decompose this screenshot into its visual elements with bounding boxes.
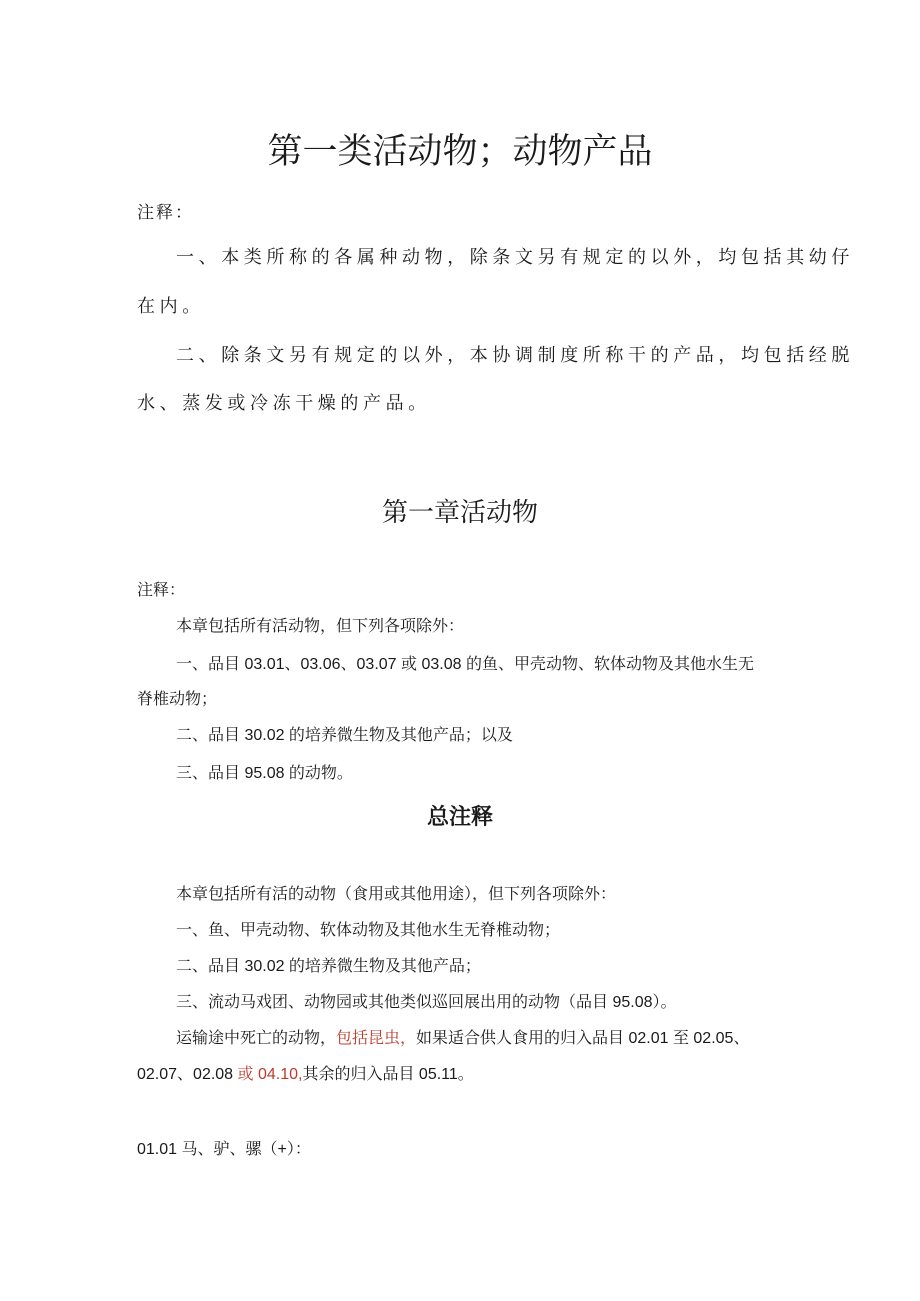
class-note-1-line-2: 在内。 (137, 296, 205, 317)
transport-note-line-2 (137, 1061, 474, 1084)
general-notes-title: 总注释 (426, 804, 493, 830)
class-title: 第一类活动物；动物产品 (267, 132, 653, 172)
transport-note-line-1 (176, 1025, 749, 1048)
transport-text-a: 运输途中死亡的动物， (176, 1030, 337, 1047)
chapter-note-2: 二、品目 30.02 的培养微生物及其他产品；以及 (176, 727, 513, 744)
general-note-3: 三、流动马戏团、动物园或其他类似巡回展出用的动物（品目 95.08）。 (176, 994, 677, 1011)
transport-highlight-insects: 包括昆虫， (336, 1030, 417, 1047)
class-notes-label: 注释： (137, 203, 194, 223)
chapter-notes-intro: 本章包括所有活动物，但下列各项除外： (176, 618, 465, 635)
heading-0101: 01.01 马、驴、骡（+）： (137, 1141, 311, 1158)
chapter-notes-label: 注释： (137, 582, 186, 599)
general-note-1: 一、鱼、甲壳动物、软体动物及其他水生无脊椎动物； (176, 922, 561, 939)
general-note-2: 二、品目 30.02 的培养微生物及其他产品； (176, 958, 481, 975)
chapter-title: 第一章活动物 (381, 498, 538, 528)
class-note-2-line-2: 水、蒸发或冷冻干燥的产品。 (137, 393, 431, 414)
transport2-text-a: 02.07、02.08 (137, 1066, 238, 1083)
chapter-note-1-line-1: 一、品目 03.01、03.06、03.07 或 03.08 的鱼、甲壳动物、软体动物及其他水生无 (176, 656, 754, 673)
class-note-2-line-1: 二、除条文另有规定的以外，本协调制度所称干的产品，均包括经脱 (176, 345, 854, 366)
transport2-text-b: 其余的归入品目 05.11。 (302, 1066, 474, 1083)
general-notes-intro: 本章包括所有活的动物（食用或其他用途），但下列各项除外： (176, 886, 617, 903)
transport-text-b: 如果适合供人食用的归入品目 02.01 至 02.05、 (416, 1030, 750, 1047)
chapter-note-3: 三、品目 95.08 的动物。 (176, 765, 353, 782)
class-note-1-line-1: 一、本类所称的各属种动物，除条文另有规定的以外，均包括其幼仔 (176, 247, 854, 268)
transport2-highlight-0410: 或 04.10, (237, 1066, 303, 1083)
chapter-note-1-line-2: 脊椎动物； (137, 691, 218, 708)
